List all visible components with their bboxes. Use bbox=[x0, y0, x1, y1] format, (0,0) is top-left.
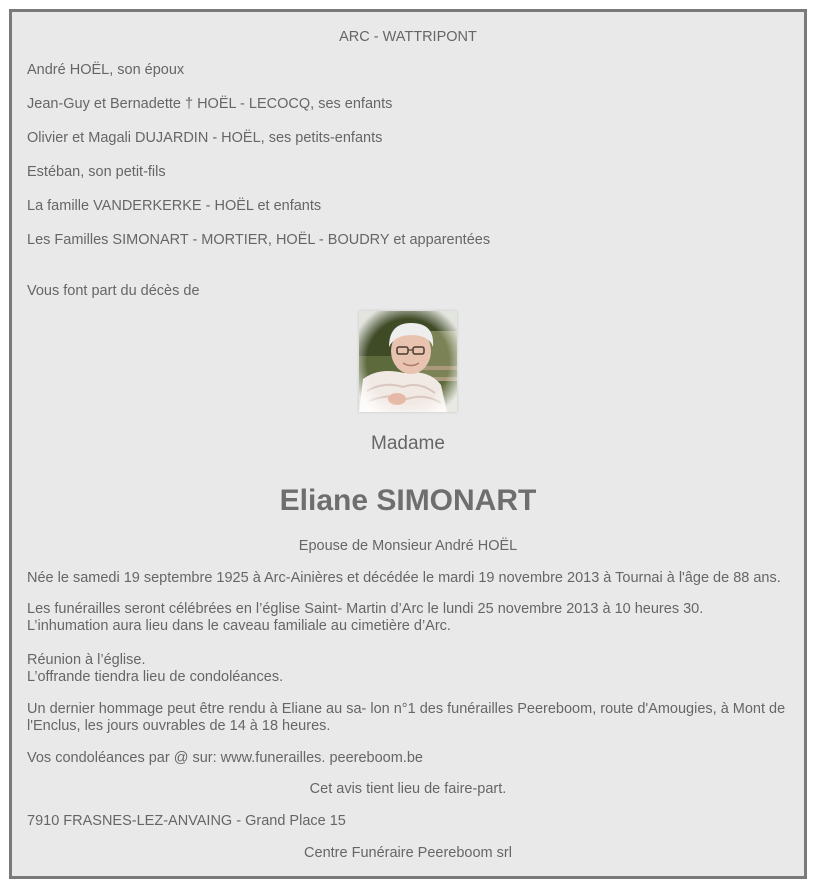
family-line-relatives: Les Familles SIMONART - MORTIER, HOËL - BOUDRY et apparentées bbox=[27, 232, 491, 248]
reunion-line: Réunion à l’église. bbox=[27, 652, 146, 668]
condolences-text: Vos condoléances par @ sur: www.funerailles. peereboom.be bbox=[27, 750, 423, 766]
family-line-husband: André HOËL, son époux bbox=[27, 62, 185, 78]
burial-line: L’inhumation aura lieu dans le caveau familiale au cimetière d’Arc. bbox=[27, 618, 451, 634]
family-line-grandchildren: Olivier et Magali DUJARDIN - HOËL, ses petits-enfants bbox=[27, 130, 383, 146]
spouse-line: Epouse de Monsieur André HOËL bbox=[298, 538, 518, 554]
family-line-children: Jean-Guy et Bernadette † HOËL - LECOCQ, ses enfants bbox=[27, 96, 393, 112]
tribute-text: Un dernier hommage peut être rendu à Eliane au sa- lon n°1 des funérailles Peereboom, route d'Amougies, à Mont de l'Enclus, les jours ouvrables de 14 à 18 heures. bbox=[27, 701, 786, 734]
address-text: 7910 FRASNES-LEZ-ANVAING - Grand Place 15 bbox=[27, 813, 346, 829]
obituary-notice bbox=[9, 9, 807, 879]
funeral-service-line: Les funérailles seront célébrées en l’église Saint- Martin d’Arc le lundi 25 novembre 2013 à 10 heures 30. bbox=[27, 601, 704, 617]
offering-line: L’offrande tiendra lieu de condoléances. bbox=[27, 669, 284, 685]
deceased-name: Eliane SIMONART bbox=[279, 484, 537, 517]
notice-text: Cet avis tient lieu de faire-part. bbox=[309, 781, 507, 797]
company-name: Centre Funéraire Peereboom srl bbox=[304, 845, 512, 861]
portrait-photo bbox=[359, 311, 457, 412]
birth-death-text: Née le samedi 19 septembre 1925 à Arc-Ainières et décédée le mardi 19 novembre 2013 à Tournai à l'âge de 88 ans. bbox=[27, 570, 781, 586]
family-line-great-grandchild: Estéban, son petit-fils bbox=[27, 164, 166, 180]
funeral-info bbox=[27, 601, 792, 635]
reunion-info bbox=[27, 652, 792, 686]
deceased-title: Madame bbox=[371, 433, 445, 454]
intro-text: Vous font part du décès de bbox=[27, 283, 200, 299]
location-heading: ARC - WATTRIPONT bbox=[339, 29, 477, 45]
family-line-vanderkerke: La famille VANDERKERKE - HOËL et enfants bbox=[27, 198, 322, 214]
